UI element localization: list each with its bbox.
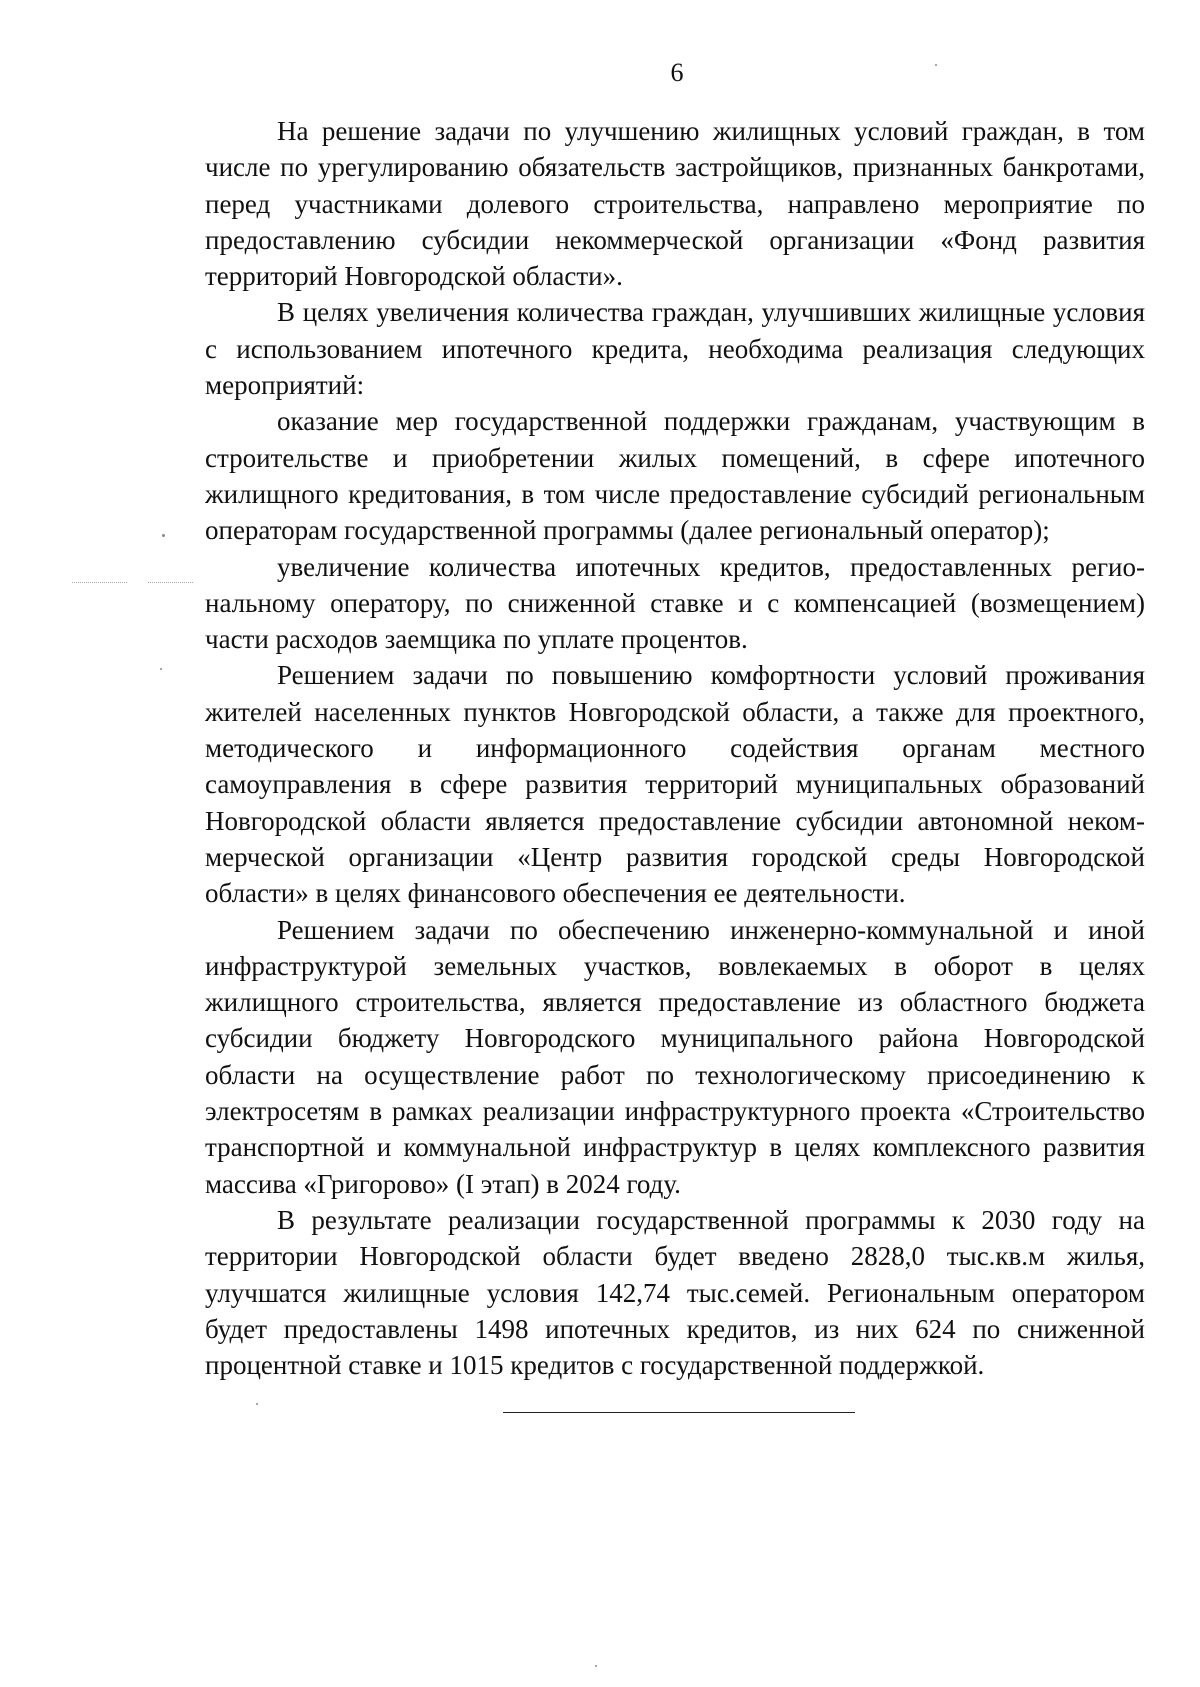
scan-speck <box>935 64 937 66</box>
paragraph-urban-environment-center: Решением задачи по повышению комфортности условий проживания жителей населенных пунктов Новгородской области, а также для проектного, методического и информационного содействия органам местного самоуправления в сфере развития территорий муниципальных образований Новгородской области является предоставление субсидии автономной некоммерческой организации «Центр развития городской среды Новгородской области» в целях финансового обеспечения ее деятельности. <box>205 660 1145 909</box>
scan-dash-mark <box>72 582 127 583</box>
paragraph-mortgage-credits-measure: увеличение количества ипотечных кредитов, предоставленных региональному оператору, по сниженной ставке и с компенсацией (возмещением) части расходов заемщика по уплате процентов. <box>205 551 1145 655</box>
paragraph-mortgage-goal: В целях увеличения количества граждан, улучшивших жилищные условия с использованием ипотечного кредита, необходима реализация следующих мероприятий: <box>205 297 1145 401</box>
paragraph-state-support-measure: оказание мер государственной поддержки гражданам, участвующим в строительстве и приобретении жилых помещений, в сфере ипотечного жилищного кредитования, в том числе предоставление субсидий региональным операторам государственной программы (далее региональный оператор); <box>205 406 1145 546</box>
scan-dash-mark <box>148 582 193 583</box>
scan-speck <box>162 534 165 537</box>
scan-speck <box>160 668 162 670</box>
end-of-text-rule <box>503 1412 855 1413</box>
paragraph-infrastructure-subsidy: Решением задачи по обеспечению инженерно-коммунальной и иной инфраструктурой земельных участков, вовлекаемых в оборот в целях жилищного строительства, является предоставление из областного бюджета субсидии бюджету Новгородского муниципального района Новгородской области на осуществление работ по технологическому присоединению к электросетям в рамках реализации инфраструктурного проекта «Строительство транспортной и коммунальной инфраструктур в целях комплексного развития массива «Григорово» (I этап) в 2024 году. <box>205 914 1145 1199</box>
scan-speck <box>595 1665 597 1667</box>
scan-speck <box>256 1403 258 1405</box>
paragraph-fund-subsidy: На решение задачи по улучшению жилищных условий граждан, в том числе по урегулированию обязательств застройщиков, признанных банкротами, перед участниками долевого строительства, направлено мероприятие по предоставлению субсидии некоммерческой организации «Фонд развития территорий Новгородской области». <box>205 116 1145 292</box>
paragraph-program-results: В результате реализации государственной программы к 2030 году на территории Новгородской области будет введено 2828,0 тыс.кв.м жилья, улучшатся жилищные условия 142,74 тыс.семей. Региональным оператором будет предоставлены 1498 ипотечных кредитов, из них 624 по сниженной процентной ставке и 1015 кредитов с государственной поддержкой. <box>205 1204 1145 1381</box>
page-number: 6 <box>670 58 684 87</box>
document-body <box>205 113 1145 1383</box>
